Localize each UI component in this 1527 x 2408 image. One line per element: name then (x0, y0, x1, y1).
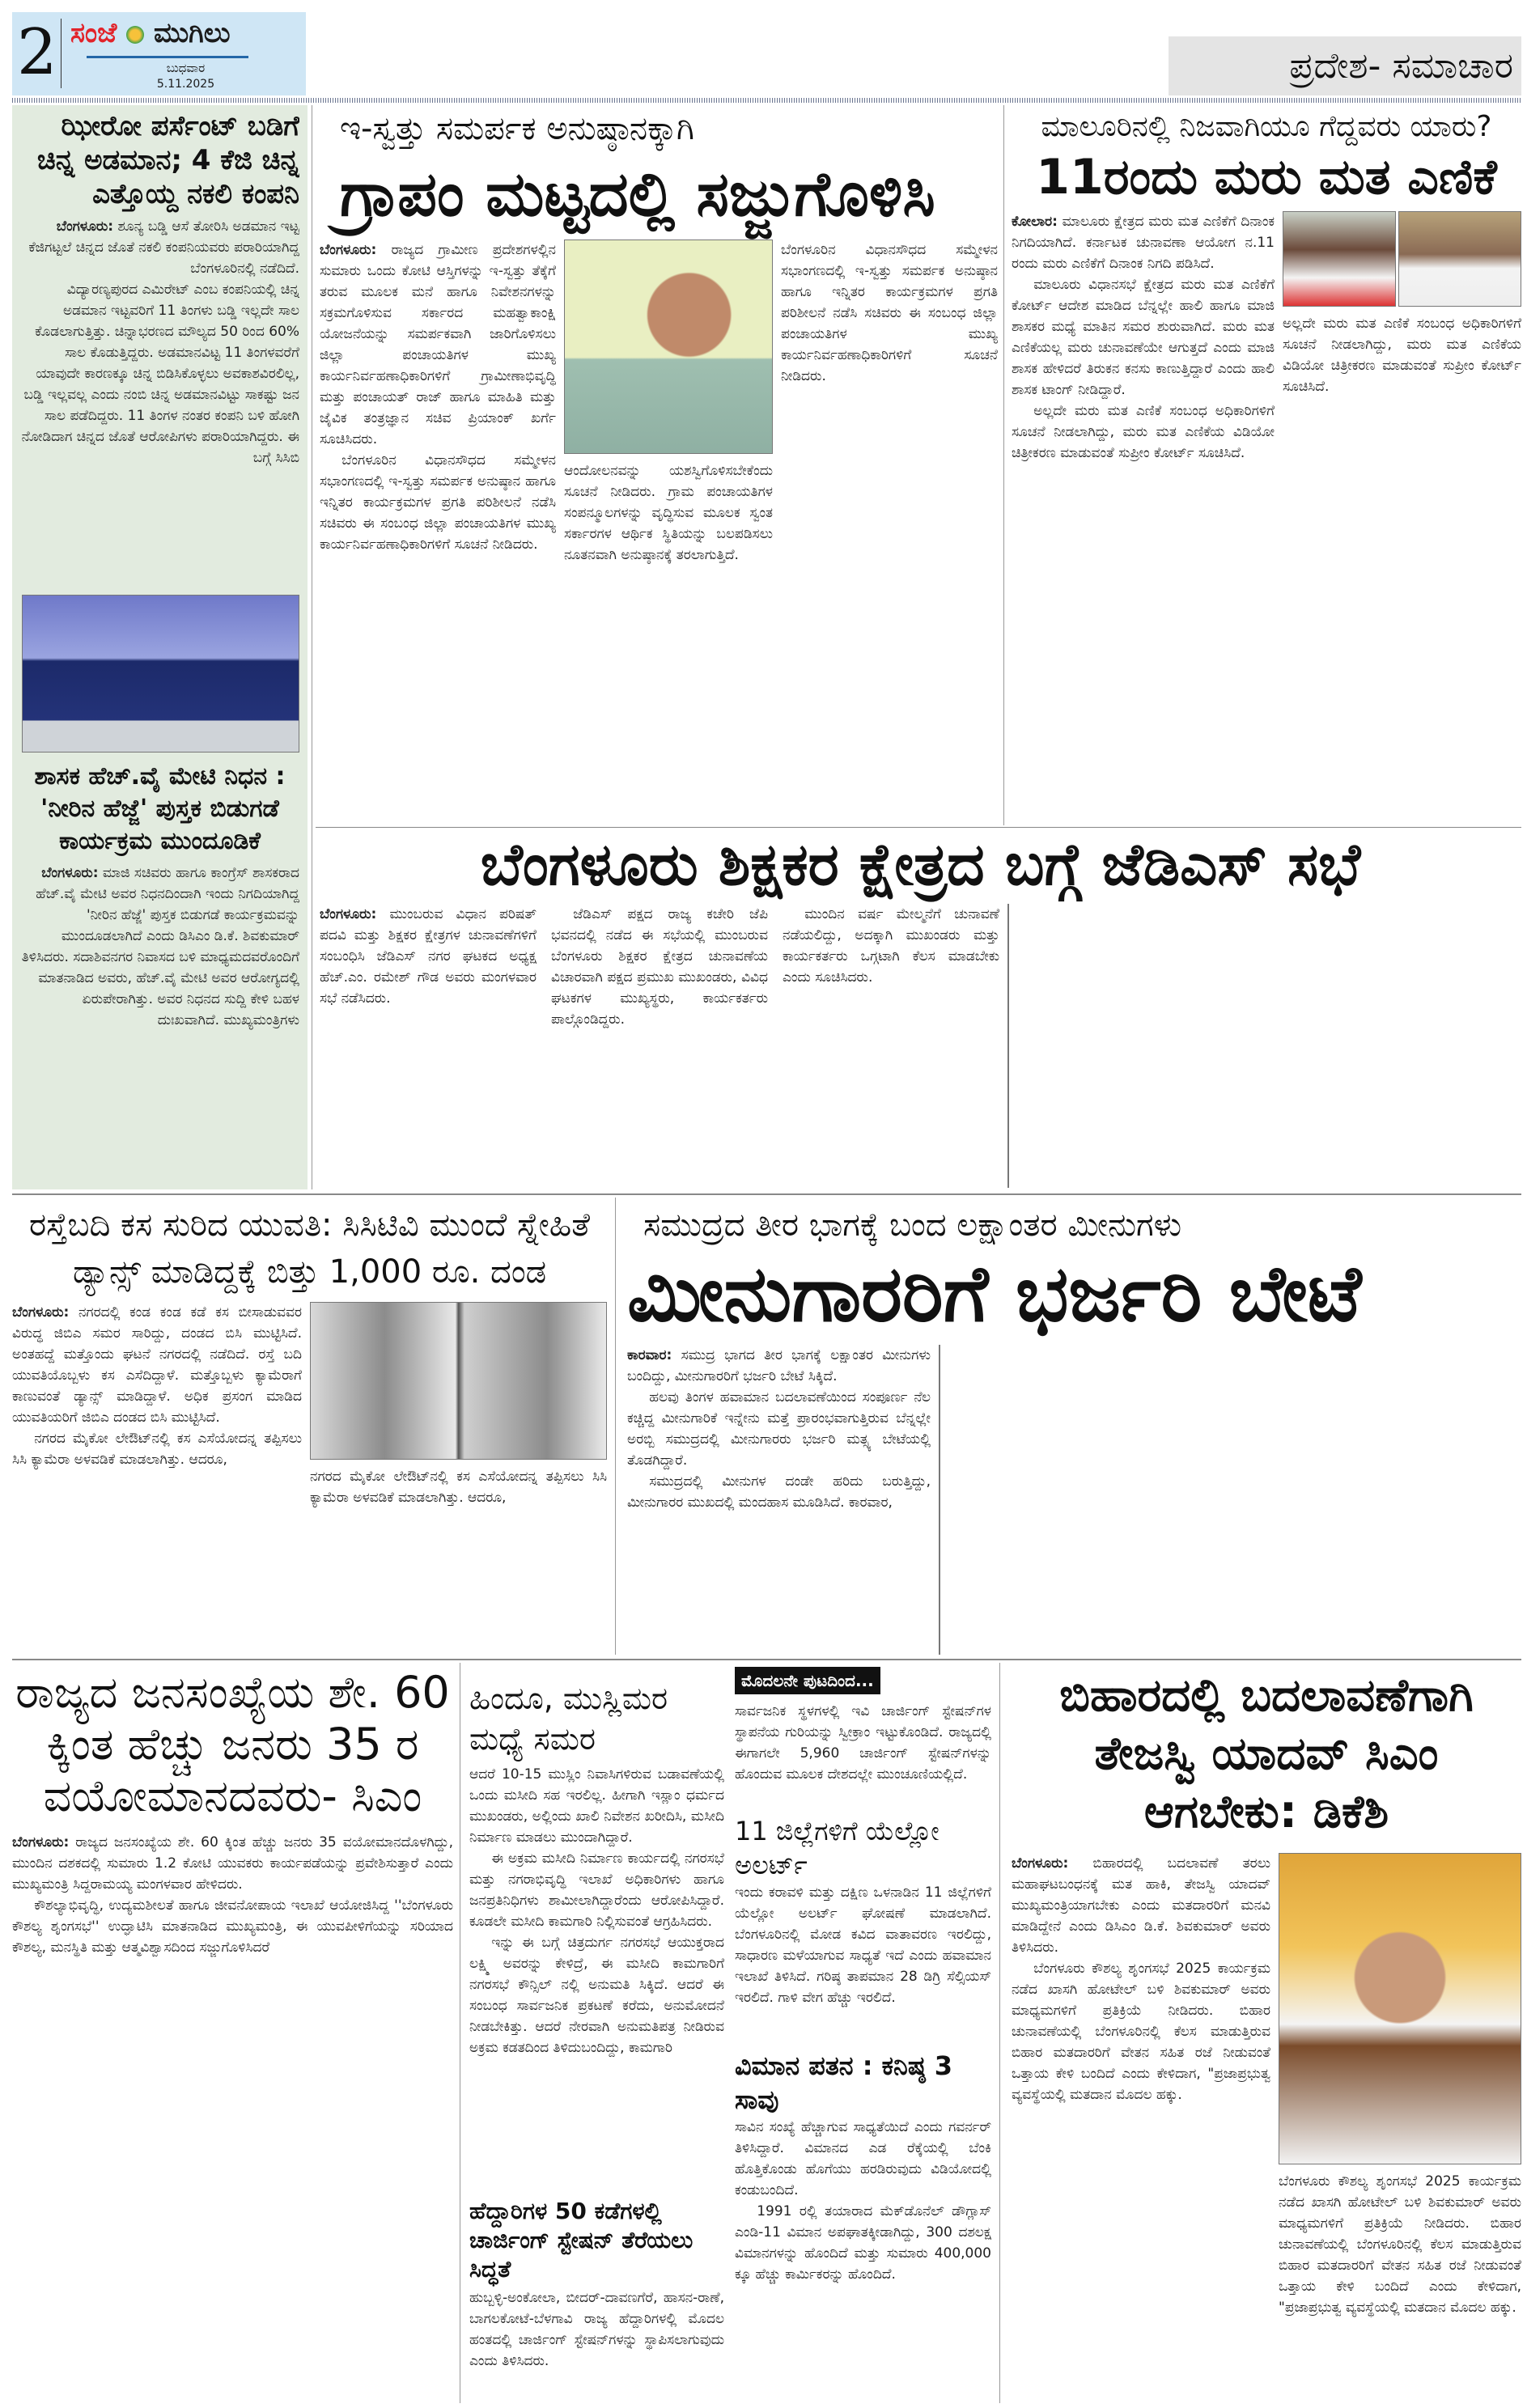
article-plane-crash[interactable] (735, 2049, 991, 2403)
logo-dark-text: ಮುಗಿಲು (154, 17, 231, 49)
logo-red-text: ಸಂಜೆ (70, 17, 117, 49)
article-hindu-muslim[interactable] (469, 1667, 724, 2189)
column-divider (999, 1663, 1000, 2403)
dateline: ಬೆಂಗಳೂರು: (56, 218, 114, 235)
article-gold-fraud[interactable] (20, 109, 299, 587)
dateline: ಕೋಲಾರ: (1012, 214, 1058, 231)
masthead-rule (12, 98, 1521, 103)
paragraph: ಸಾವಿನ ಸಂಖ್ಯೆ ಹೆಚ್ಚಾಗುವ ಸಾಧ್ಯತೆಯಿದೆ ಎಂದು ಗವರ್ನರ್ ತಿಳಿಸಿದ್ದಾರೆ. ವಿಮಾನದ ಎಡ ರೆಕ್ಕೆಯಲ್ಲಿ ಬೆಂಕಿ ಹೊತ್ತಿಕೊಂಡು ಹೊಗೆಯು ಹರಡಿರುವುದು ವಿಡಿಯೋದಲ್ಲಿ ಕಂಡುಬಂದಿದೆ. (735, 2119, 991, 2198)
dk-shivakumar-photo (1279, 1853, 1521, 2164)
article-body (12, 1302, 302, 1655)
paragraph: ಸಮುದ್ರದಲ್ಲಿ ಮೀನುಗಳ ದಂಡೇ ಹರಿದು ಬರುತ್ತಿದ್ದು, ಮೀನುಗಾರರ ಮುಖದಲ್ಲಿ ಮಂದಹಾಸ ಮೂಡಿಸಿದೆ. ಕಾರವಾರ, (627, 1473, 931, 1511)
paragraph: ಬೆಂಗಳೂರಿನ ವಿಧಾನಸೌಧದ ಸಮ್ಮೇಳನ ಸಭಾಂಗಣದಲ್ಲಿ ಇ-ಸ್ವತ್ತು ಸಮರ್ಪಕ ಅನುಷ್ಠಾನ ಹಾಗೂ ಇನ್ನಿತರ ಕಾರ್ಯಕ್ರಮಗಳ ಪ್ರಗತಿ ಪರಿಶೀಲನೆ ನಡೆಸಿ ಸಚಿವರು ಈ ಸಂಬಂಧ ಜಿಲ್ಲಾ ಪಂಚಾಯತಿಗಳ ಮುಖ್ಯ ಕಾರ್ಯನಿರ್ವಹಣಾಧಿಕಾರಿಗಳಿಗೆ ಸೂಚನೆ ನೀಡಿದರು. (781, 242, 998, 385)
gold-seizure-photo (22, 595, 299, 752)
paragraph: ಮುಂಬರುವ ವಿಧಾನ ಪರಿಷತ್ ಪದವಿ ಮತ್ತು ಶಿಕ್ಷಕರ ಕ್ಷೇತ್ರಗಳ ಚುನಾವಣೆಗಳಿಗೆ ಸಂಬಂಧಿಸಿ ಜೆಡಿಎಸ್ ನಗರ ಘಟಕದ ಅಧ್ಯಕ್ಷ ಹೆಚ್.ಎಂ. ರಮೇಶ್ ಗೌಡ ಅವರು ಮಂಗಳವಾರ ಸಭೆ ನಡೆಸಿದರು. (320, 905, 537, 1007)
headline: ಬೆಂಗಳೂರು ಶಿಕ್ಷಕರ ಕ್ಷೇತ್ರದ ಬಗ್ಗೆ ಜೆಡಿಎಸ್ ಸಭೆ (480, 832, 1361, 898)
paragraph: ಮಾಜಿ ಸಚಿವರು ಹಾಗೂ ಕಾಂಗ್ರೆಸ್ ಶಾಸಕರಾದ ಹೆಚ್.ವೈ ಮೇಟಿ ಅವರ ನಿಧನದಿಂದಾಗಿ ಇಂದು ನಿಗದಿಯಾಗಿದ್ದ 'ನೀರಿನ ಹೆಜ್ಜೆ' ಪುಸ್ತಕ ಬಿಡುಗಡೆ ಕಾರ್ಯಕ್ರಮವನ್ನು ಮುಂದೂಡಲಾಗಿದೆ ಎಂದು ಡಿಸಿಎಂ ಡಿ.ಕೆ. ಶಿವಕುಮಾರ್ ತಿಳಿಸಿದರು. ಸದಾಶಿವನಗರ ನಿವಾಸದ ಬಳಿ ಮಾಧ್ಯಮದವರೊಂದಿಗೆ ಮಾತನಾಡಿದ ಅವರು, ಹೆಚ್.ವೈ ಮೇಟಿ ಅವರ ಆರೋಗ್ಯದಲ್ಲಿ ಏರುಪೇರಾಗಿತ್ತು. ಅವರ ನಿಧನದ ಸುದ್ದಿ ಕೇಳಿ ಬಹಳ ದುಃಖವಾಗಿದೆ. ಮುಖ್ಯಮಂತ್ರಿಗಳು (21, 865, 299, 1028)
article-columns (320, 240, 998, 821)
paragraph: ರಾಜ್ಯದ ಗ್ರಾಮೀಣ ಪ್ರದೇಶಗಳಲ್ಲಿನ ಸುಮಾರು ಒಂದು ಕೋಟಿ ಆಸ್ತಿಗಳನ್ನು ಇ-ಸ್ವತ್ತು ತೆಕ್ಕೆಗೆ ತರುವ ಮೂಲಕ ಮನೆ ಹಾಗೂ ನಿವೇಶನಗಳನ್ನು ಸಕ್ರಮಗೊಳಿಸುವ ಸರ್ಕಾರದ ಮಹತ್ವಾಕಾಂಕ್ಷಿ ಯೋಜನೆಯನ್ನು ಸಮರ್ಪಕವಾಗಿ ಜಾರಿಗೊಳಿಸಲು ಜಿಲ್ಲಾ ಪಂಚಾಯತಿಗಳ ಮುಖ್ಯ ಕಾರ್ಯನಿರ್ವಹಣಾಧಿಕಾರಿಗಳಿಗೆ ಗ್ರಾಮೀಣಾಭಿವೃದ್ಧಿ ಮತ್ತು ಪಂಚಾಯತ್ ರಾಜ್ ಹಾಗೂ ಮಾಹಿತಿ ಮತ್ತು ಜೈವಿಕ ತಂತ್ರಜ್ಞಾನ ಸಚಿವ ಪ್ರಿಯಾಂಕ್ ಖರ್ಗೆ ಸೂಚಿಸಿದರು. (320, 242, 556, 448)
paragraph: ನಗರದ ಮೈಕೋ ಲೇಔಟ್‌ನಲ್ಲಿ ಕಸ ಎಸೆಯೋದನ್ನ ತಪ್ಪಿಸಲು ಸಿಸಿ ಕ್ಯಾಮೆರಾ ಅಳವಡಿಕೆ ಮಾಡಲಾಗಿತ್ತು. ಆದರೂ, (310, 1469, 607, 1506)
headline: ಗ್ರಾಪಂ ಮಟ್ಟದಲ್ಲಿ ಸಜ್ಜುಗೊಳಿಸಿ (340, 158, 935, 230)
candidate-photo-2 (1398, 211, 1521, 307)
paragraph: ವಿದ್ಯಾರಣ್ಯಪುರದ ಎಮಿರೇಟ್ ಎಂಬ ಕಂಪನಿಯಲ್ಲಿ ಚಿನ್ನ ಅಡಮಾನ ಇಟ್ಟವರಿಗೆ 11 ತಿಂಗಳು ಬಡ್ಡಿ ಇಲ್ಲದೇ ಸಾಲ ಕೊಡಲಾಗುತ್ತಿತ್ತು. ಚಿನ್ನಾಭರಣದ ಮೌಲ್ಯದ 50 ರಿಂದ 60% ಸಾಲ ಕೊಡುತ್ತಿದ್ದರು. ಅಡಮಾನವಿಟ್ಟ 11 ತಿಂಗಳವರೆಗೆ ಯಾವುದೇ ಕಾರಣಕ್ಕೂ ಚಿನ್ನ ಬಿಡಿಸಿಕೊಳ್ಳಲು ಅವಕಾಶವಿರಲಿಲ್ಲ, ಬಡ್ಡಿ ಇಲ್ಲವಲ್ಲ ಎಂದು ನಂಬಿ ಚಿನ್ನ ಅಡಮಾನವಿಟ್ಟು ಸಾಕಷ್ಟು ಜನ ಸಾಲ ಪಡೆದಿದ್ದರು. 11 ತಿಂಗಳ ನಂತರ ಕಂಪನಿ ಬಳಿ ಹೋಗಿ ನೋಡಿದಾಗ ಚಿನ್ನದ ಜೊತೆ ಆರೋಪಿಗಳು ಪರಾರಿಯಾಗಿದ್ದರು. ಈ ಬಗ್ಗೆ ಸಿಸಿಬಿ (21, 282, 299, 466)
article-body (469, 1764, 724, 2189)
dateline: ಬೆಂಗಳೂರು: (41, 865, 99, 881)
paragraph: ಹುಬ್ಬಳ್ಳಿ-ಅಂಕೋಲಾ, ಬೀದರ್-ದಾವಣಗೆರೆ, ಹಾಸನ-ರಾಣೆ, ಬಾಗಲಕೋಟೆ-ಬೆಳಗಾವಿ ರಾಜ್ಯ ಹೆದ್ದಾರಿಗಳಲ್ಲಿ ಮೊದಲ ಹಂತದಲ್ಲಿ ಚಾರ್ಜಿಂಗ್ ಸ್ಟೇಷನ್‌ಗಳನ್ನು ಸ್ಥಾಪಿಸಲಾಗುವುದು ಎಂದು ತಿಳಿಸಿದರು. (469, 2290, 724, 2369)
continued-body (735, 1701, 991, 1806)
article-body-continued (310, 1466, 607, 1655)
middle-column-a (469, 1667, 724, 2403)
section-title: ಪ್ರದೇಶ- ಸಮಾಚಾರ (1289, 45, 1513, 87)
paragraph: ಸಮುದ್ರ ಭಾಗದ ತೀರ ಭಾಗಕ್ಕೆ ಲಕ್ಷಾಂತರ ಮೀನುಗಳು ಬಂದಿದ್ದು, ಮೀನುಗಾರರಿಗೆ ಭರ್ಜರಿ ಬೇಟೆ ಸಿಕ್ಕಿದೆ. (627, 1346, 931, 1384)
article-population[interactable] (12, 1667, 453, 2403)
divider (316, 827, 1521, 828)
section-label (1169, 36, 1521, 95)
headline: ಹೆದ್ದಾರಿಗಳ 50 ಕಡೆಗಳಲ್ಲಿ ಚಾರ್ಜಿಂಗ್ ಸ್ಟೇಷನ್ ತೆರೆಯಲು ಸಿದ್ಧತೆ (469, 2198, 694, 2283)
minister-photo (564, 240, 773, 454)
headline: 11 ಜಿಲ್ಲೆಗಳಿಗೆ ಯೆಲ್ಲೋ ಅಲರ್ಟ್ (735, 1816, 940, 1880)
dateline: ಕಾರವಾರ: (627, 1346, 672, 1363)
photo-column (1279, 1853, 1521, 2403)
masthead (12, 12, 306, 95)
issue-day: ಬುಧವಾರ (166, 61, 206, 75)
photo-column (310, 1302, 607, 1655)
headline: ಹಿಂದೂ, ಮುಸ್ಲಿಮರ ಮಧ್ಯೆ ಸಮರ (469, 1681, 668, 1757)
headline: ವಿಮಾನ ಪತನ : ಕನಿಷ್ಠ 3 ಸಾವು (735, 2050, 953, 2115)
masthead-divider (61, 19, 62, 88)
paragraph: ಶೂನ್ಯ ಬಡ್ಡಿ ಆಸೆ ತೋರಿಸಿ ಅಡಮಾನ ಇಟ್ಟ ಕೆಜಿಗಟ್ಟಲೆ ಚಿನ್ನದ ಜೊತೆ ನಕಲಿ ಕಂಪನಿಯವರು ಪರಾರಿಯಾಗಿದ್ದ ಬೆಂಗಳೂರಿನಲ್ಲಿ ನಡೆದಿದೆ. (28, 218, 299, 277)
article-columns (1012, 211, 1521, 821)
logo-underline (87, 56, 248, 58)
article-body (320, 240, 556, 821)
paragraph: ಮಾಲೂರು ವಿಧಾನಸಭೆ ಕ್ಷೇತ್ರದ ಮರು ಮತ ಎಣಿಕೆಗೆ ಕೋರ್ಟ್ ಆದೇಶ ಮಾಡಿದ ಬೆನ್ನಲ್ಲೇ ಹಾಲಿ ಹಾಗೂ ಮಾಜಿ ಶಾಸಕರ ಮಧ್ಯೆ ಮಾತಿನ ಸಮರ ಶುರುವಾಗಿದೆ. ಮರು ಮತ ಎಣಿಕೆಯಲ್ಲ ಮರು ಚುನಾವಣೆಯೇ ಆಗುತ್ತದೆ ಎಂದು ಮಾಜಿ ಶಾಸಕ ಹೇಳಿದರೆ ತಿರುಕನ ಕನಸು ಕಾಣುತ್ತಿದ್ದಾರೆ ಎಂದು ಹಾಲಿ ಶಾಸಕ ಟಾಂಗ್ ನೀಡಿದ್ದಾರೆ. (1012, 277, 1275, 399)
headline: ಮೀನುಗಾರರಿಗೆ ಭರ್ಜರಿ ಬೇಟೆ (627, 1249, 1362, 1339)
article-body (735, 2117, 991, 2403)
article-body-continued (564, 460, 773, 821)
article-eswathu[interactable] (320, 109, 998, 821)
paragraph: ನಗರದ ಮೈಕೋ ಲೇಔಟ್‌ನಲ್ಲಿ ಕಸ ಎಸೆಯೋದನ್ನ ತಪ್ಪಿಸಲು ಸಿಸಿ ಕ್ಯಾಮೆರಾ ಅಳವಡಿಕೆ ಮಾಡಲಾಗಿತ್ತು. ಆದರೂ, (12, 1431, 302, 1468)
paragraph: ಅಲ್ಲದೇ ಮರು ಮತ ಎಣಿಕೆ ಸಂಬಂಧ ಅಧಿಕಾರಿಗಳಿಗೆ ಸೂಚನೆ ನೀಡಲಾಗಿದ್ದು, ಮರು ಮತ ಎಣಿಕೆಯ ವಿಡಿಯೋ ಚಿತ್ರೀಕರಣ ಮಾಡುವಂತೆ ಸುಪ್ರೀಂ ಕೋರ್ಟ್ ಸೂಚಿಸಿದೆ. (1283, 316, 1521, 396)
photo-column (564, 240, 773, 821)
article-columns (12, 1302, 607, 1655)
article-litter-fine[interactable] (12, 1202, 607, 1655)
paragraph: ಜೆಡಿಎಸ್ ಪಕ್ಷದ ರಾಜ್ಯ ಕಚೇರಿ ಜೆಪಿ ಭವನದಲ್ಲಿ ನಡೆದ ಈ ಸಭೆಯಲ್ಲಿ ಮುಂಬರುವ ಬೆಂಗಳೂರು ಶಿಕ್ಷಕರ ಕ್ಷೇತ್ರದ ಚುನಾವಣೆಯ ವಿಚಾರವಾಗಿ ಪಕ್ಷದ ಪ್ರಮುಖ ಮುಖಂಡರು, ವಿವಿಧ ಘಟಕಗಳ ಮುಖ್ಯಸ್ಥರು, ಕಾರ್ಯಕರ್ತರು ಪಾಲ್ಗೊಂಡಿದ್ದರು. (551, 905, 768, 1028)
article-body (627, 1345, 931, 1655)
article-body (20, 216, 299, 587)
cctv-photo (310, 1302, 607, 1460)
section-rule (12, 1193, 1521, 1195)
column-divider (615, 1198, 616, 1655)
article-bihar[interactable] (1012, 1667, 1521, 2403)
article-body (469, 2287, 724, 2403)
paragraph: ಬೆಂಗಳೂರು ಕೌಶಲ್ಯ ಶೃಂಗಸಭೆ 2025 ಕಾರ್ಯಕ್ರಮ ನಡೆದ ಖಾಸಗಿ ಹೋಟೇಲ್ ಬಳಿ ಶಿವಕುಮಾರ್ ಅವರು ಮಾಧ್ಯಮಗಳಿಗೆ ಪ್ರತಿಕ್ರಿಯೆ ನೀಡಿದರು. ಬಿಹಾರ ಚುನಾವಣೆಯಲ್ಲಿ ಬೆಂಗಳೂರಿನಲ್ಲಿ ಕೆಲಸ ಮಾಡುತ್ತಿರುವ ಬಿಹಾರ ಮತದಾರರಿಗೆ ವೇತನ ಸಹಿತ ರಜೆ ನೀಡುವಂತೆ ಒತ್ತಾಯ ಕೇಳಿ ಬಂದಿದೆ ಎಂದು ಕೇಳಿದಾಗ, "ಪ್ರಜಾಪ್ರಭುತ್ವ ವ್ಯವಸ್ಥೆಯಲ್ಲಿ ಮತದಾನ ಮೊದಲ ಹಕ್ಕು. (1279, 2173, 1521, 2316)
paragraph: ರಾಜ್ಯದ ಜನಸಂಖ್ಯೆಯ ಶೇ. 60 ಕ್ಕಿಂತ ಹೆಚ್ಚು ಜನರು 35 ವಯೋಮಾನದೊಳಗಿದ್ದು, ಮುಂದಿನ ದಶಕದಲ್ಲಿ ಸುಮಾರು 1.2 ಕೋಟಿ ಯುವಕರು ಕಾರ್ಯಪಡೆಯನ್ನು ಪ್ರವೇಶಿಸುತ್ತಾರೆ ಎಂದು ಮುಖ್ಯಮಂತ್ರಿ ಸಿದ್ದರಾಮಯ್ಯ ಮಂಗಳವಾರ ಹೇಳಿದರು. (12, 1834, 453, 1893)
dateline: ಬೆಂಗಳೂರು: (320, 242, 377, 259)
newspaper-logo[interactable] (70, 17, 301, 49)
dateline: ಬೆಂಗಳೂರು: (320, 905, 377, 922)
paragraph: ಅಲ್ಲದೇ ಮರು ಮತ ಎಣಿಕೆ ಸಂಬಂಧ ಅಧಿಕಾರಿಗಳಿಗೆ ಸೂಚನೆ ನೀಡಲಾಗಿದ್ದು, ಮರು ಮತ ಎಣಿಕೆಯ ವಿಡಿಯೋ ಚಿತ್ರೀಕರಣ ಮಾಡುವಂತೆ ಸುಪ್ರೀಂ ಕೋರ್ಟ್ ಸೂಚಿಸಿದೆ. (1012, 403, 1275, 462)
article-body (320, 904, 999, 1188)
paragraph: ಇಂದು ಕರಾವಳಿ ಮತ್ತು ದಕ್ಷಿಣ ಒಳನಾಡಿನ 11 ಜಿಲ್ಲೆಗಳಿಗೆ ಯೆಲ್ಲೋ ಅಲರ್ಟ್ ಘೋಷಣೆ ಮಾಡಲಾಗಿದೆ. ಬೆಂಗಳೂರಿನಲ್ಲಿ ಮೋಡ ಕವಿದ ವಾತಾವರಣ ಇರಲಿದ್ದು, ಸಾಧಾರಣ ಮಳೆಯಾಗುವ ಸಾಧ್ಯತೆ ಇದೆ ಎಂದು ಹವಾಮಾನ ಇಲಾಖೆ ತಿಳಿಸಿದೆ. ಗರಿಷ್ಠ ತಾಪಮಾನ 28 ಡಿಗ್ರಿ ಸೆಲ್ಸಿಯಸ್ ಇರಲಿದೆ. ಗಾಳಿ ವೇಗ ಹೆಚ್ಚು ಇರಲಿದೆ. (735, 1884, 991, 2006)
article-columns (320, 904, 1521, 1188)
article-body (1012, 211, 1275, 821)
section-rule (12, 1659, 1521, 1660)
paragraph: ಬಿಹಾರದಲ್ಲಿ ಬದಲಾವಣೆ ತರಲು ಮಹಾಘಟಬಂಧನಕ್ಕೆ ಮತ ಹಾಕಿ, ತೇಜಸ್ವಿ ಯಾದವ್ ಮುಖ್ಯಮಂತ್ರಿಯಾಗಬೇಕು ಎಂದು ಮತದಾರರಿಗೆ ಮನವಿ ಮಾಡಿದ್ದೇನೆ ಎಂದು ಡಿಸಿಎಂ ಡಿ.ಕೆ. ಶಿವಕುಮಾರ್ ಅವರು ತಿಳಿಸಿದರು. (1012, 1855, 1270, 1956)
dateline: ಬೆಂಗಳೂರು: (12, 1834, 70, 1851)
article-charging[interactable] (469, 2197, 724, 2403)
kicker: ಮಾಲೂರಿನಲ್ಲಿ ನಿಜವಾಗಿಯೂ ಗೆದ್ದವರು ಯಾರು? (1041, 110, 1492, 143)
dateline: ಬೆಂಗಳೂರು: (1012, 1855, 1069, 1872)
article-jds-meeting[interactable] (320, 832, 1521, 1188)
headline: ಬಿಹಾರದಲ್ಲಿ ಬದಲಾವಣೆಗಾಗಿ ತೇಜಸ್ವಿ ಯಾದವ್ ಸಿಎಂ ಆಗಬೇಕು: ಡಿಕೆಶಿ (1059, 1669, 1474, 1838)
headline: 11ರಂದು ಮರು ಮತ ಎಣಿಕೆ (1036, 149, 1497, 206)
sun-palm-icon (126, 26, 144, 44)
column-divider (1003, 105, 1004, 825)
article-body-continued (1279, 2171, 1521, 2403)
headline: ಶಾಸಕ ಹೆಚ್.ವೈ ಮೇಟಿ ನಿಧನ : 'ನೀರಿನ ಹೆಜ್ಜೆ' ಪುಸ್ತಕ ಬಿಡುಗಡೆ ಕಾರ್ಯಕ್ರಮ ಮುಂದೂಡಿಕೆ (34, 762, 286, 855)
issue-date: 5.11.2025 (156, 78, 215, 91)
headline: ಝೀರೋ ಪರ್ಸೆಂಟ್ ಬಡಿಗೆ ಚಿನ್ನ ಅಡಮಾನ; 4 ಕೆಜಿ ಚಿನ್ನ ಎತ್ತೊಯ್ದ ನಕಲಿ ಕಂಪನಿ (36, 110, 299, 210)
article-body (12, 1832, 453, 2403)
paragraph: ಬೆಂಗಳೂರಿನ ವಿಧಾನಸೌಧದ ಸಮ್ಮೇಳನ ಸಭಾಂಗಣದಲ್ಲಿ ಇ-ಸ್ವತ್ತು ಸಮರ್ಪಕ ಅನುಷ್ಠಾನ ಹಾಗೂ ಇನ್ನಿತರ ಕಾರ್ಯಕ್ರಮಗಳ ಪ್ರಗತಿ ಪರಿಶೀಲನೆ ನಡೆಸಿ ಸಚಿವರು ಈ ಸಂಬಂಧ ಜಿಲ್ಲಾ ಪಂಚಾಯತಿಗಳ ಮುಖ್ಯ ಕಾರ್ಯನಿರ್ವಹಣಾಧಿಕಾರಿಗಳಿಗೆ ಸೂಚನೆ ನೀಡಿದರು. (320, 452, 556, 553)
dateline: ಬೆಂಗಳೂರು: (12, 1304, 70, 1321)
middle-column-b (735, 1667, 991, 2403)
photo-column (1283, 211, 1521, 821)
paragraph: ನಗರದಲ್ಲಿ ಕಂಡ ಕಂಡ ಕಡೆ ಕಸ ಬೀಸಾಡುವವರ ವಿರುದ್ಧ ಜಿಬಿಎ ಸಮರ ಸಾರಿದ್ದು, ದಂಡದ ಬಿಸಿ ಮುಟ್ಟಿಸಿದೆ. ಅಂತಹದ್ದೆ ಮತ್ತೊಂದು ಘಟನೆ ನಗರದಲ್ಲಿ ನಡೆದಿದೆ. ರಸ್ತೆ ಬದಿ ಯುವತಿಯೊಬ್ಬಳು ಕಸ ಎಸೆದಿದ್ದಾಳೆ. ಮತ್ತೊಬ್ಬಳು ಕ್ಯಾಮೆರಾಗೆ ಕಾಣುವಂತೆ ಡ್ಯಾನ್ಸ್ ಮಾಡಿದ್ದಾಳೆ. ಅಧಿಕ ಪ್ರಸಂಗ ಮಾಡಿದ ಯುವತಿಯರಿಗೆ ಜಿಬಿಎ ದಂಡದ ಬಿಸಿ ಮುಟ್ಟಿಸಿದೆ. (12, 1304, 302, 1426)
paragraph: ಆಂದೋಲನವನ್ನು ಯಶಸ್ವಿಗೊಳಿಸಬೇಕೆಂದು ಸೂಚನೆ ನೀಡಿದರು. ಗ್ರಾಮ ಪಂಚಾಯತಿಗಳ ಸಂಪನ್ಮೂಲಗಳನ್ನು ವೃದ್ಧಿಸುವ ಮೂಲಕ ಸ್ವಂತ ಸರ್ಕಾರಗಳ ಆರ್ಥಿಕ ಸ್ಥಿತಿಯನ್ನು ಬಲಪಡಿಸಲು ನೂತನವಾಗಿ ಅನುಷ್ಠಾನಕ್ಕೆ ತರಲಾಗುತ್ತಿದೆ. (564, 463, 773, 564)
paragraph: ಈ ಅಕ್ರಮ ಮಸೀದಿ ನಿರ್ಮಾಣ ಕಾರ್ಯದಲ್ಲಿ ನಗರಸಭೆ ಮತ್ತು ನಗರಾಭಿವೃದ್ಧಿ ಇಲಾಖೆ ಅಧಿಕಾರಿಗಳು ಹಾಗೂ ಜನಪ್ರತಿನಿಧಿಗಳು ಶಾಮೀಲಾಗಿದ್ದಾರೆಂದು ಆರೋಪಿಸಿದ್ದಾರೆ. ಕೂಡಲೇ ಮಸೀದಿ ಕಾಮಗಾರಿ ನಿಲ್ಲಿಸುವಂತೆ ಆಗ್ರಹಿಸಿದರು. (469, 1851, 724, 1930)
paragraph: ಆದರೆ 10-15 ಮುಸ್ಲಿಂ ನಿವಾಸಿಗಳಿರುವ ಬಡಾವಣೆಯಲ್ಲಿ ಒಂದು ಮಸೀದಿ ಸಹ ಇರಲಿಲ್ಲ. ಹೀಗಾಗಿ ಇಸ್ಲಾಂ ಧರ್ಮದ ಮುಖಂಡರು, ಅಲ್ಲಿಂದು ಖಾಲಿ ನಿವೇಶನ ಖರೀದಿಸಿ, ಮಸೀದಿ ನಿರ್ಮಾಣ ಮಾಡಲು ಮುಂದಾಗಿದ್ದಾರೆ. (469, 1766, 724, 1846)
article-columns (627, 1345, 1521, 1655)
headline: ರಾಜ್ಯದ ಜನಸಂಖ್ಯೆಯ ಶೇ. 60 ಕ್ಕಿಂತ ಹೆಚ್ಚು ಜನರು 35 ರ ವಯೋಮಾನದವರು- ಸಿಎಂ (15, 1667, 450, 1821)
paragraph: ಬೆಂಗಳೂರು ಕೌಶಲ್ಯ ಶೃಂಗಸಭೆ 2025 ಕಾರ್ಯಕ್ರಮ ನಡೆದ ಖಾಸಗಿ ಹೋಟೇಲ್ ಬಳಿ ಶಿವಕುಮಾರ್ ಅವರು ಮಾಧ್ಯಮಗಳಿಗೆ ಪ್ರತಿಕ್ರಿಯೆ ನೀಡಿದರು. ಬಿಹಾರ ಚುನಾವಣೆಯಲ್ಲಿ ಬೆಂಗಳೂರಿನಲ್ಲಿ ಕೆಲಸ ಮಾಡುತ್ತಿರುವ ಬಿಹಾರ ಮತದಾರರಿಗೆ ವೇತನ ಸಹಿತ ರಜೆ ನೀಡುವಂತೆ ಒತ್ತಾಯ ಕೇಳಿ ಬಂದಿದೆ ಎಂದು ಕೇಳಿದಾಗ, "ಪ್ರಜಾಪ್ರಭುತ್ವ ವ್ಯವಸ್ಥೆಯಲ್ಲಿ ಮತದಾನ ಮೊದಲ ಹಕ್ಕು. (1012, 1961, 1270, 2103)
article-yellow-alert[interactable] (735, 1814, 991, 2041)
page-number: 2 (17, 16, 57, 89)
article-body (735, 1882, 991, 2041)
paragraph: ಮುಂದಿನ ವರ್ಷ ಮೇಲ್ಮನೆಗೆ ಚುನಾವಣೆ ನಡೆಯಲಿದ್ದು, ಅದಕ್ಕಾಗಿ ಮುಖಂಡರು ಮತ್ತು ಕಾರ್ಯಕರ್ತರು ಒಗ್ಗಟಾಗಿ ಕೆಲಸ ಮಾಡಬೇಕು ಎಂದು ಸೂಚಿಸಿದರು. (783, 905, 999, 986)
article-body-column3 (781, 240, 998, 821)
candidate-photo-1 (1283, 211, 1396, 307)
article-body (20, 863, 299, 1185)
kicker: ಸಮುದ್ರದ ತೀರ ಭಾಗಕ್ಕೆ ಬಂದ ಲಕ್ಷಾಂತರ ಮೀನುಗಳು (643, 1206, 1182, 1244)
article-fish-catch[interactable] (627, 1206, 1521, 1655)
photo-pair (1283, 211, 1521, 307)
paragraph: ಇನ್ನು ಈ ಬಗ್ಗೆ ಚಿತ್ರದುರ್ಗ ನಗರಸಭೆ ಆಯುಕ್ತರಾದ ಲಕ್ಷ್ಮಿ ಅವರನ್ನು ಕೇಳಿದ್ರೆ, ಈ ಮಸೀದಿ ಕಾಮಗಾರಿಗೆ ನಗರಸಭೆ ಕೌನ್ಸಿಲ್ ನಲ್ಲಿ ಅನುಮತಿ ಸಿಕ್ಕಿದೆ. ಆದರೆ ಈ ಸಂಬಂಧ ಸಾರ್ವಜನಿಕ ಪ್ರಕಟಣೆ ಕರೆದು, ಅನುಮೋದನೆ ನೀಡಬೇಕಿತ್ತು. ಆದರೆ ನೇರವಾಗಿ ಅನುಮತಿಪತ್ರ ನೀಡಿರುವ ಅಕ್ರಮ ಕಡತದಿಂದ ತಿಳಿದುಬಂದಿದ್ದು, ಕಾಮಗಾರಿ (469, 1935, 724, 2056)
article-body-continued (1283, 313, 1521, 821)
jds-rally-photo (1007, 904, 1009, 1188)
paragraph: ಹಲವು ತಿಂಗಳ ಹವಾಮಾನ ಬದಲಾವಣೆಯಿಂದ ಸಂಪೂರ್ಣ ನೆಲ ಕಚ್ಚಿದ್ದ ಮೀನುಗಾರಿಕೆ ಇನ್ನೇನು ಮತ್ತೆ ಪ್ರಾರಂಭವಾಗುತ್ತಿರುವ ಬೆನ್ನಲ್ಲೇ ಅರಬ್ಬಿ ಸಮುದ್ರದಲ್ಲಿ ಮೀನುಗಾರರು ಭರ್ಜರಿ ಮತ್ಸ್ಯ ಬೇಟೆಯಲ್ಲಿ ತೊಡಗಿದ್ದಾರೆ. (627, 1388, 931, 1469)
article-body (1012, 1853, 1270, 2403)
paragraph: ಸಾರ್ವಜನಿಕ ಸ್ಥಳಗಳಲ್ಲಿ ಇವಿ ಚಾರ್ಜಿಂಗ್ ಸ್ಟೇಷನ್‌ಗಳ ಸ್ಥಾಪನೆಯ ಗುರಿಯನ್ನು ಸ್ವೀಕ್ರಾಂ ಇಟ್ಟುಕೊಂಡಿದೆ. ರಾಜ್ಯದಲ್ಲಿ ಈಗಾಗಲೇ 5,960 ಚಾರ್ಜಿಂಗ್ ಸ್ಟೇಷನ್‌ಗಳನ್ನು ಹೊಂದುವ ಮೂಲಕ ದೇಶದಲ್ಲೇ ಮುಂಚೂಣಿಯಲ್ಲಿದೆ. (735, 1703, 991, 1783)
paragraph: ಮಾಲೂರು ಕ್ಷೇತ್ರದ ಮರು ಮತ ಎಣಿಕೆಗೆ ದಿನಾಂಕ ನಿಗದಿಯಾಗಿದೆ. ಕರ್ನಾಟಕ ಚುನಾವಣಾ ಆಯೋಗ ನ.11 ರಂದು ಮರು ಎಣಿಕೆಗೆ ದಿನಾಂಕ ನಿಗದಿ ಪಡಿಸಿದೆ. (1012, 214, 1275, 273)
headline: ರಸ್ತೆಬದಿ ಕಸ ಸುರಿದ ಯುವತಿ: ಸಿಸಿಟಿವಿ ಮುಂದೆ ಸ್ನೇಹಿತೆ ಡ್ಯಾನ್ಸ್ ಮಾಡಿದ್ದಕ್ಕೆ ಬಿತ್ತು 1,000 ರೂ. ದಂಡ (28, 1206, 591, 1291)
paragraph: ಕೌಶಲ್ಯಾಭಿವೃದ್ಧಿ, ಉದ್ಯಮಶೀಲತೆ ಹಾಗೂ ಜೀವನೋಪಾಯ ಇಲಾಖೆ ಆಯೋಜಿಸಿದ್ದ ''ಬೆಂಗಳೂರು ಕೌಶಲ್ಯ ಶೃಂಗಸಭೆ'' ಉದ್ಘಾಟಿಸಿ ಮಾತನಾಡಿದ ಮುಖ್ಯಮಂತ್ರಿ, ಈ ಯುವಪೀಳಿಗೆಯನ್ನು ಸರಿಯಾದ ಕೌಶಲ್ಯ, ಮನಸ್ಥಿತಿ ಮತ್ತು ಆತ್ಮವಿಶ್ವಾಸದಿಂದ ಸಜ್ಜುಗೊಳಿಸಿದರೆ (12, 1897, 453, 1956)
kicker: ಇ-ಸ್ವತ್ತು ಸಮರ್ಪಕ ಅನುಷ್ಠಾನಕ್ಕಾಗಿ (340, 110, 694, 147)
fishing-boat-photo (939, 1345, 940, 1655)
continued-from-front-tag: ಮೊದಲನೇ ಪುಟದಿಂದ... (735, 1667, 880, 1694)
article-columns (1012, 1853, 1521, 2403)
article-meti-death[interactable] (20, 761, 299, 1185)
paragraph: 1991 ರಲ್ಲಿ ತಯಾರಾದ ಮೆಕ್‌ಡೊನೆಲ್ ಡೌಗ್ಲಾಸ್ ಎಂಡಿ-11 ವಿಮಾನ ಅಪಘಾತಕ್ಕೀಡಾಗಿದ್ದು, 300 ದಶಲಕ್ಷ ವಿಮಾನಗಳನ್ನು ಹೊಂದಿದೆ ಮತ್ತು ಸುಮಾರು 400,000 ಕ್ಕೂ ಹೆಚ್ಚು ಕಾರ್ಮಿಕರನ್ನು ಹೊಂದಿದೆ. (735, 2203, 991, 2283)
article-malur-recount[interactable] (1012, 109, 1521, 821)
